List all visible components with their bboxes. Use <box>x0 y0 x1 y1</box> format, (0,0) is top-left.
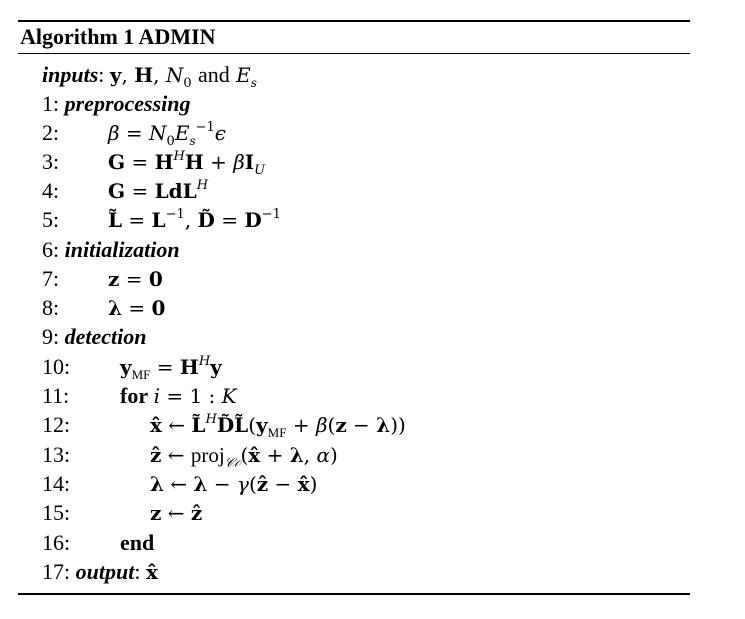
step-2 <box>42 118 226 147</box>
step-6 <box>42 235 180 264</box>
output-colon: : <box>134 559 141 584</box>
line-number: 4: <box>42 178 60 203</box>
line-number: 16: <box>42 530 71 555</box>
line-number: 17: <box>42 559 71 584</box>
step-17 <box>42 557 158 586</box>
step-13-math: ẑ ← proj$_{𝒞𝒪}$(x̂ + λ, α) <box>150 443 338 471</box>
step-8 <box>42 293 165 322</box>
end-keyword: end <box>120 530 155 555</box>
line-number: 7: <box>42 266 60 291</box>
line-number: 11: <box>42 383 70 408</box>
line-number: 14: <box>42 471 71 496</box>
line-number: 15: <box>42 500 71 525</box>
inputs-line <box>42 60 257 89</box>
step-5-math: L̃ = $L^{-1}$, D̃ = $D^{-1}$ <box>108 207 281 232</box>
line-number: 2: <box>42 120 60 145</box>
step-7 <box>42 264 163 293</box>
step-8-math: λ = 0 <box>108 296 166 320</box>
step-3-math: $G = H^HH + \beta I_U$ <box>108 149 266 178</box>
step-12-math: x̂ ← $L̃^HD̃L̃(y_{MF} + \beta(z - \lambda))$ <box>150 412 406 440</box>
step-2-math: $\beta = N_0E_s^{-1}\epsilon$ <box>108 120 226 149</box>
algorithm-title: Algorithm 1 ADMIN <box>20 24 216 49</box>
step-11 <box>42 381 237 410</box>
step-10-math: $y_{MF} = H^Hy$ <box>120 354 222 382</box>
for-keyword: for <box>120 383 149 408</box>
step-12 <box>42 410 406 439</box>
step-16 <box>42 528 154 557</box>
step-14 <box>42 469 317 498</box>
step-9 <box>42 322 147 351</box>
step-7-math: z = 0 <box>108 267 163 291</box>
line-number: 8: <box>42 295 60 320</box>
step-1 <box>42 89 191 118</box>
step-5 <box>42 205 281 234</box>
step-4 <box>42 176 208 205</box>
section-label: initialization <box>64 237 180 262</box>
line-number: 13: <box>42 442 71 467</box>
step-10 <box>42 352 222 381</box>
step-4-math: G = LdL$^H$ <box>108 178 209 203</box>
line-number: 6: <box>42 237 60 262</box>
step-13 <box>42 440 338 469</box>
step-15 <box>42 498 202 527</box>
section-label: detection <box>64 324 147 349</box>
inputs-math: y, H, $N_0$ and $E_s$ <box>109 62 257 91</box>
inputs-label: inputs <box>42 62 99 87</box>
bottom-rule <box>18 593 690 595</box>
step-11-math: i = 1 : K <box>153 384 237 408</box>
inputs-colon: : <box>98 62 105 87</box>
section-label: preprocessing <box>64 91 191 116</box>
line-number: 1: <box>42 91 60 116</box>
line-number: 9: <box>42 324 60 349</box>
step-15-math: z ← ẑ <box>150 501 203 525</box>
line-number: 3: <box>42 149 60 174</box>
step-14-math: λ ← λ − γ(ẑ − x̂) <box>150 472 318 496</box>
line-number: 5: <box>42 207 60 232</box>
output-label: output <box>75 559 135 584</box>
step-3 <box>42 147 265 176</box>
title-rule <box>18 53 690 54</box>
line-number: 12: <box>42 412 71 437</box>
output-math: x̂ <box>145 560 158 584</box>
line-number: 10: <box>42 354 71 379</box>
